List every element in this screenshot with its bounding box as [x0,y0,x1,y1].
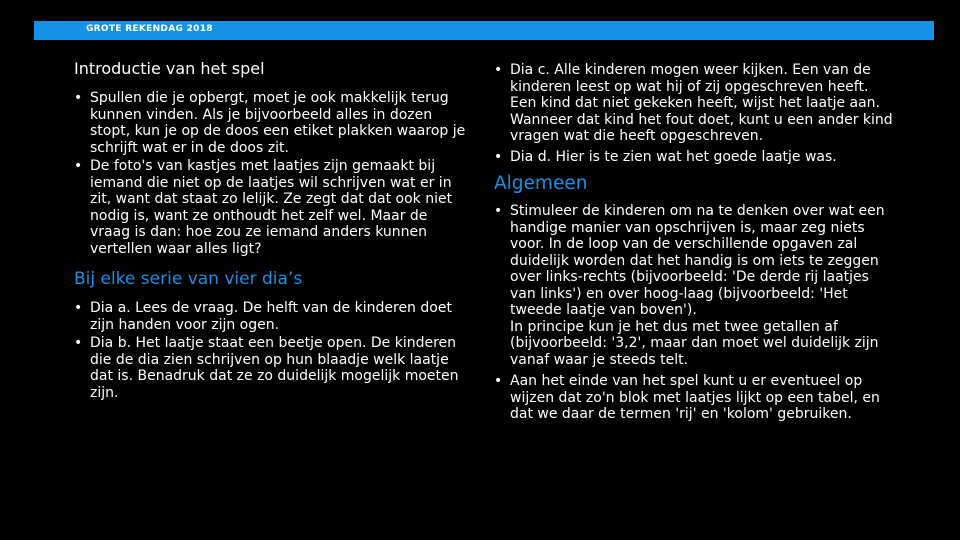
introductie-list [74,90,466,257]
list-item-continuation: In principe kun je het dus met twee getallen af (bijvoorbeeld: '3,2', maar dan moet wel duidelijk zijn vanaf waar je steeds telt. [510,318,879,368]
serie-list [74,300,466,401]
section-title-serie: Bij elke serie van vier dia’s [74,269,303,289]
dia-list [494,62,894,165]
header-banner [34,21,934,40]
section-title-introductie: Introductie van het spel [74,59,265,78]
list-item: • Dia b. Het laatje staat een beetje open. De kinderen die de dia zien schrijven op hun blaadje welk laatje dat is. Benadruk dat ze zo duidelijk mogelijk moeten zijn. [74,335,466,401]
list-item: • De foto's van kastjes met laatjes zijn gemaakt bij iemand die niet op de laatjes wil schrijven wat er in zit, want dat staat zo lelijk. Ze zegt dat dat ook niet nodig is, want ze onthoudt het zelf wel. Maar de vraag is dan: hoe zou ze iemand anders kunnen vertellen waar alles ligt? [74,158,466,257]
list-item: • Spullen die je opbergt, moet je ook makkelijk terug kunnen vinden. Als je bijvoorbeeld alles in dozen stopt, kun je op de doos een etiket plakken waarop je schrijft wat er in de doos zit. [74,90,466,156]
list-item: • Aan het einde van het spel kunt u er eventueel op wijzen dat zo'n blok met laatjes lijkt op een tabel, en dat we daar de termen 'rij' en 'kolom' gebruiken. [494,373,894,423]
algemeen-list [494,203,894,423]
right-column [494,58,894,423]
section-title-algemeen: Algemeen [494,173,588,194]
list-item: • Dia d. Hier is te zien wat het goede laatje was. [494,149,894,166]
list-item: • Dia a. Lees de vraag. De helft van de kinderen doet zijn handen voor zijn ogen. [74,300,466,333]
banner-title: GROTE REKENDAG 2018 [86,24,213,34]
list-item: • Stimuleer de kinderen om na te denken over wat een handige manier van opschrijven is, maar zeg niets voor. In de loop van de verschillende opgaven zal duidelijk worden dat het handig is om iets te zeggen over links-rechts (bijvoorbeeld: 'De derde rij laatjes van links') en over hoog-laag (bijvoorbeeld: 'Het tweede laatje van boven'). [494,203,894,319]
left-column [74,58,466,401]
list-item: • Dia c. Alle kinderen mogen weer kijken. Een van de kinderen leest op wat hij of zij opgeschreven heeft. Een kind dat niet gekeken heeft, wijst het laatje aan. Wanneer dat kind het fout doet, kunt u een ander kind vragen wat die heeft opgeschreven. [494,62,894,145]
